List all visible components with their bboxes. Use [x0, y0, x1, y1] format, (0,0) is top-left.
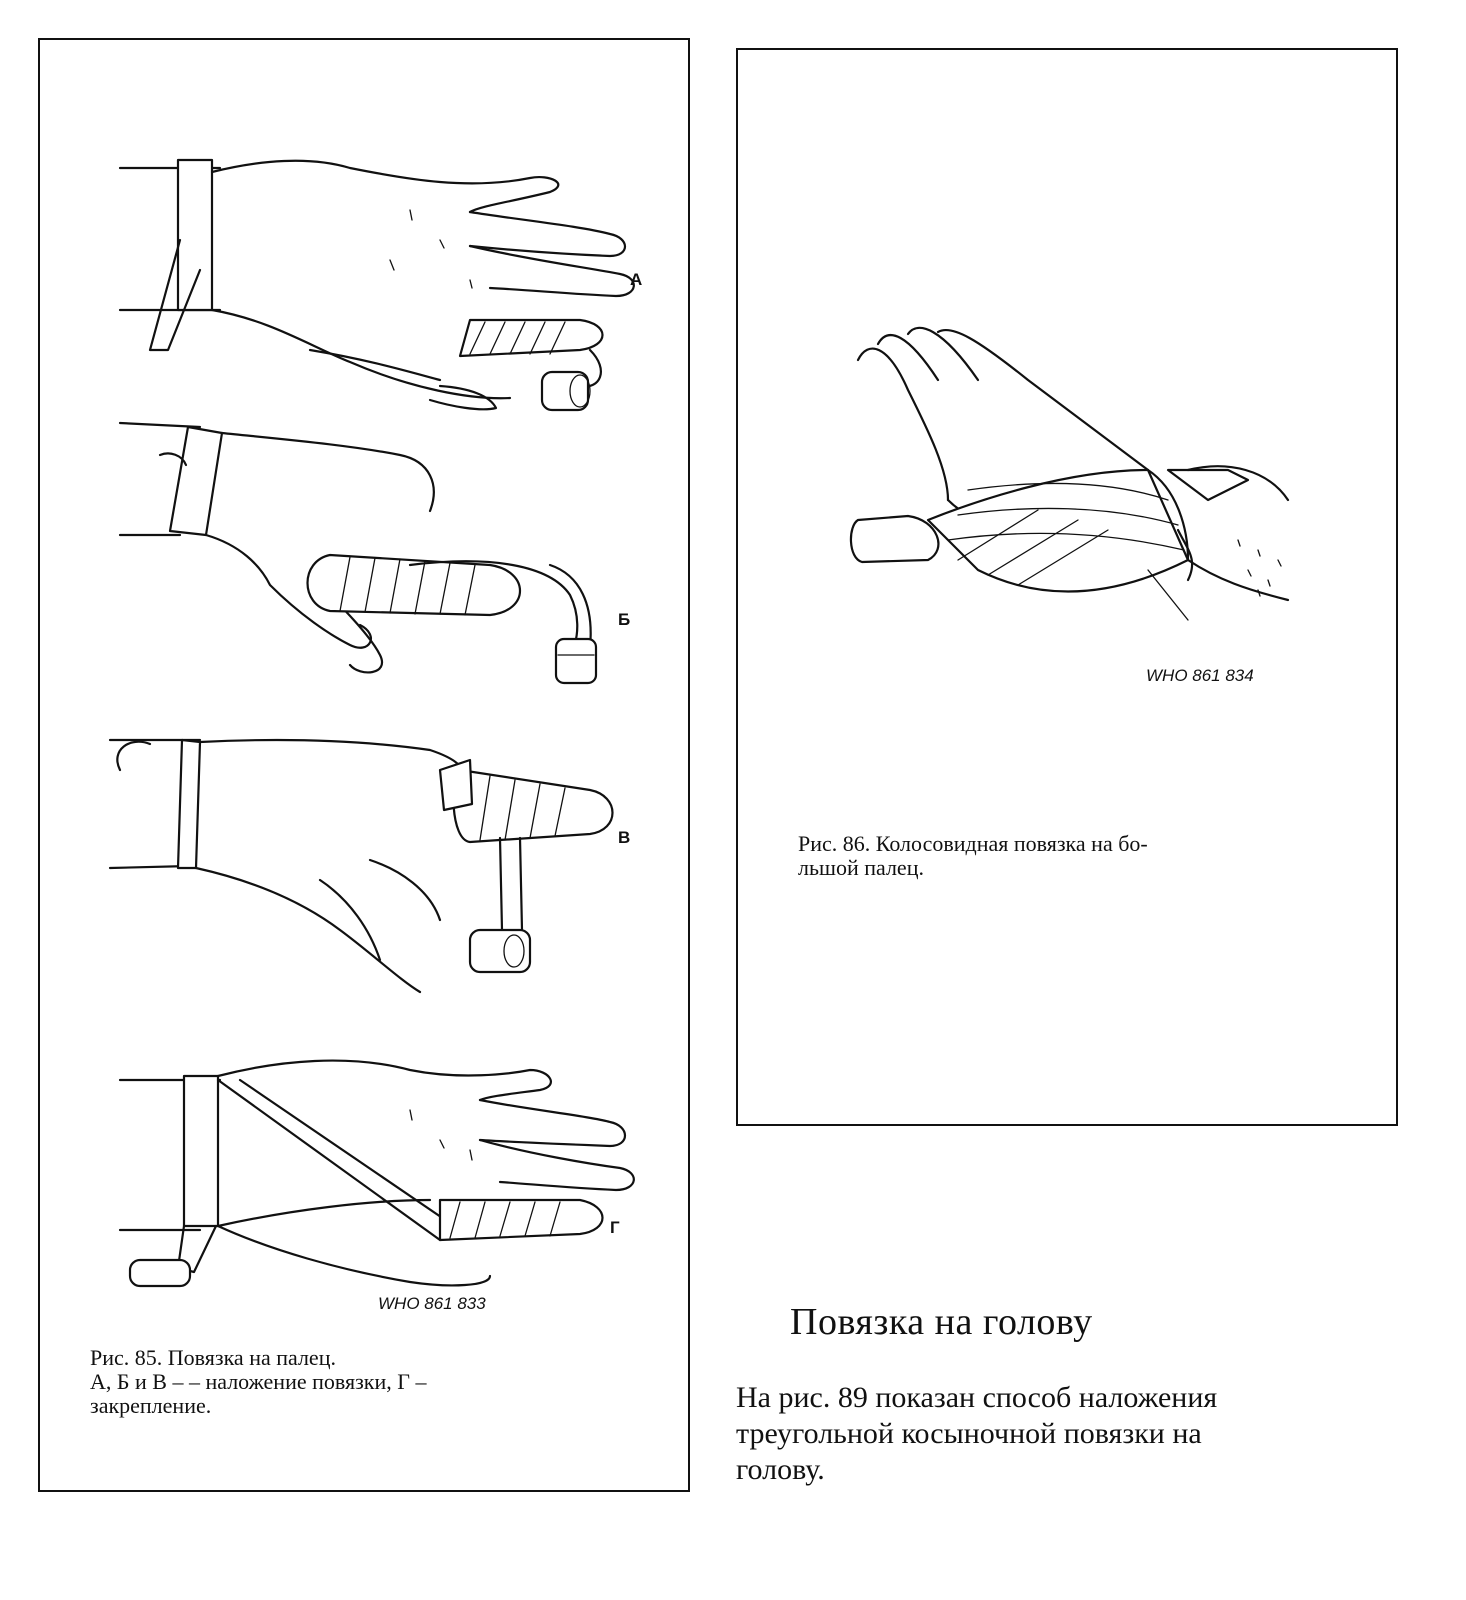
figure-85-caption — [90, 1346, 670, 1418]
panel-label-b: Б — [618, 610, 631, 629]
figure-86-code: WHO 861 834 — [1146, 666, 1254, 685]
panel-label-d: Г — [610, 1218, 620, 1237]
section-body-line3: голову. — [736, 1453, 825, 1486]
figure-86-caption-line1: Рис. 86. Колосовидная повязка на бо- — [798, 831, 1148, 856]
figure-85-frame — [38, 38, 690, 1492]
figure-85-caption-line3: закрепление. — [90, 1393, 212, 1418]
hand-illustration-thumb-spica — [848, 320, 1298, 660]
section-body-line2: треугольной косыночной повязки на — [736, 1417, 1202, 1450]
panel-label-a: А — [630, 270, 643, 289]
figure-86-caption-line2: льшой палец. — [798, 855, 924, 880]
hand-illustration-a — [110, 150, 630, 410]
figure-86-caption — [798, 832, 1358, 880]
figure-85-caption-line1: Рис. 85. Повязка на палец. — [90, 1345, 336, 1370]
panel-label-c: В — [618, 828, 631, 847]
figure-86-frame — [736, 48, 1398, 1126]
figure-85-code: WHO 861 833 — [378, 1294, 486, 1313]
section-heading: Повязка на голову — [790, 1301, 1093, 1343]
section-body-line1: На рис. 89 показан способ наложения — [736, 1381, 1218, 1414]
section-body — [736, 1380, 1396, 1488]
hand-illustration-b — [110, 415, 630, 675]
hand-illustration-d — [110, 1050, 630, 1290]
figure-85-caption-line2: А, Б и В – – наложение повязки, Г – — [90, 1369, 427, 1394]
hand-illustration-c — [100, 730, 620, 990]
